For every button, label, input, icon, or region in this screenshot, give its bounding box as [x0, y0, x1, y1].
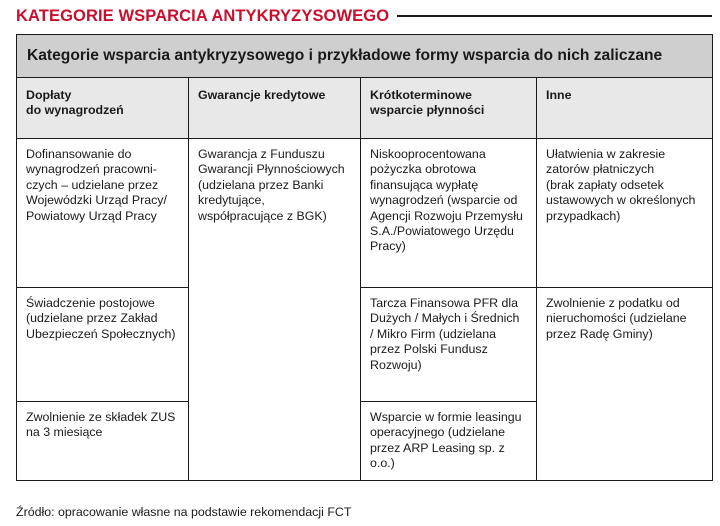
table-cell: Zwolnienie z podatku od nieruchomości (udzielane przez Radę Gminy) [537, 288, 713, 481]
column-header: Gwarancje kredytowe [189, 78, 361, 139]
table-caption: Kategorie wsparcia antykryzysowego i przykładowe formy wsparcia do nich zaliczane [17, 35, 713, 78]
section-heading: KATEGORIE WSPARCIA ANTYKRYZYSOWEGO [16, 6, 390, 25]
table-cell: Dofinansowanie do wynagrodzeń pracowni- czych – udzielane przez Wojewódzki Urząd Pracy/ Powiatowy Urząd Pracy [17, 139, 189, 288]
table-cell: Gwarancja z Funduszu Gwarancji Płynnościowych (udzielana przez Banki kredytujące, współpracujące z BGK) [189, 139, 361, 481]
column-header: Dopłaty do wynagrodzeń [17, 78, 189, 139]
support-table [16, 34, 713, 481]
source-note: Źródło: opracowanie własne na podstawie rekomendacji FCT [16, 505, 352, 519]
table-cell: Niskooprocentowana pożyczka obrotowa finansująca wypłatę wynagrodzeń (wsparcie od Agencji Rozwoju Przemysłu S.A./Powiatowego Urzędu Pracy) [361, 139, 537, 288]
column-header: Krótkoterminowe wsparcie płynności [361, 78, 537, 139]
header-row [17, 78, 713, 139]
heading-divider [397, 15, 712, 16]
table-cell: Zwolnienie ze składek ZUS na 3 miesiące [17, 402, 189, 481]
column-header: Inne [537, 78, 713, 139]
table-cell: Wsparcie w formie leasingu operacyjnego (udzielane przez ARP Leasing sp. z o.o.) [361, 402, 537, 481]
table-cell: Ułatwienia w zakresie zatorów płatniczych (brak zapłaty odsetek ustawowych w określonych przypadkach) [537, 139, 713, 288]
table-row [17, 139, 713, 288]
table-cell: Świadczenie postojowe (udzielane przez Zakład Ubezpieczeń Społecznych) [17, 288, 189, 402]
table-cell: Tarcza Finansowa PFR dla Dużych / Małych i Średnich / Mikro Firm (udzielana przez Polski Fundusz Rozwoju) [361, 288, 537, 402]
heading-row [16, 5, 712, 27]
table-row [17, 288, 713, 402]
caption-row [17, 35, 713, 78]
